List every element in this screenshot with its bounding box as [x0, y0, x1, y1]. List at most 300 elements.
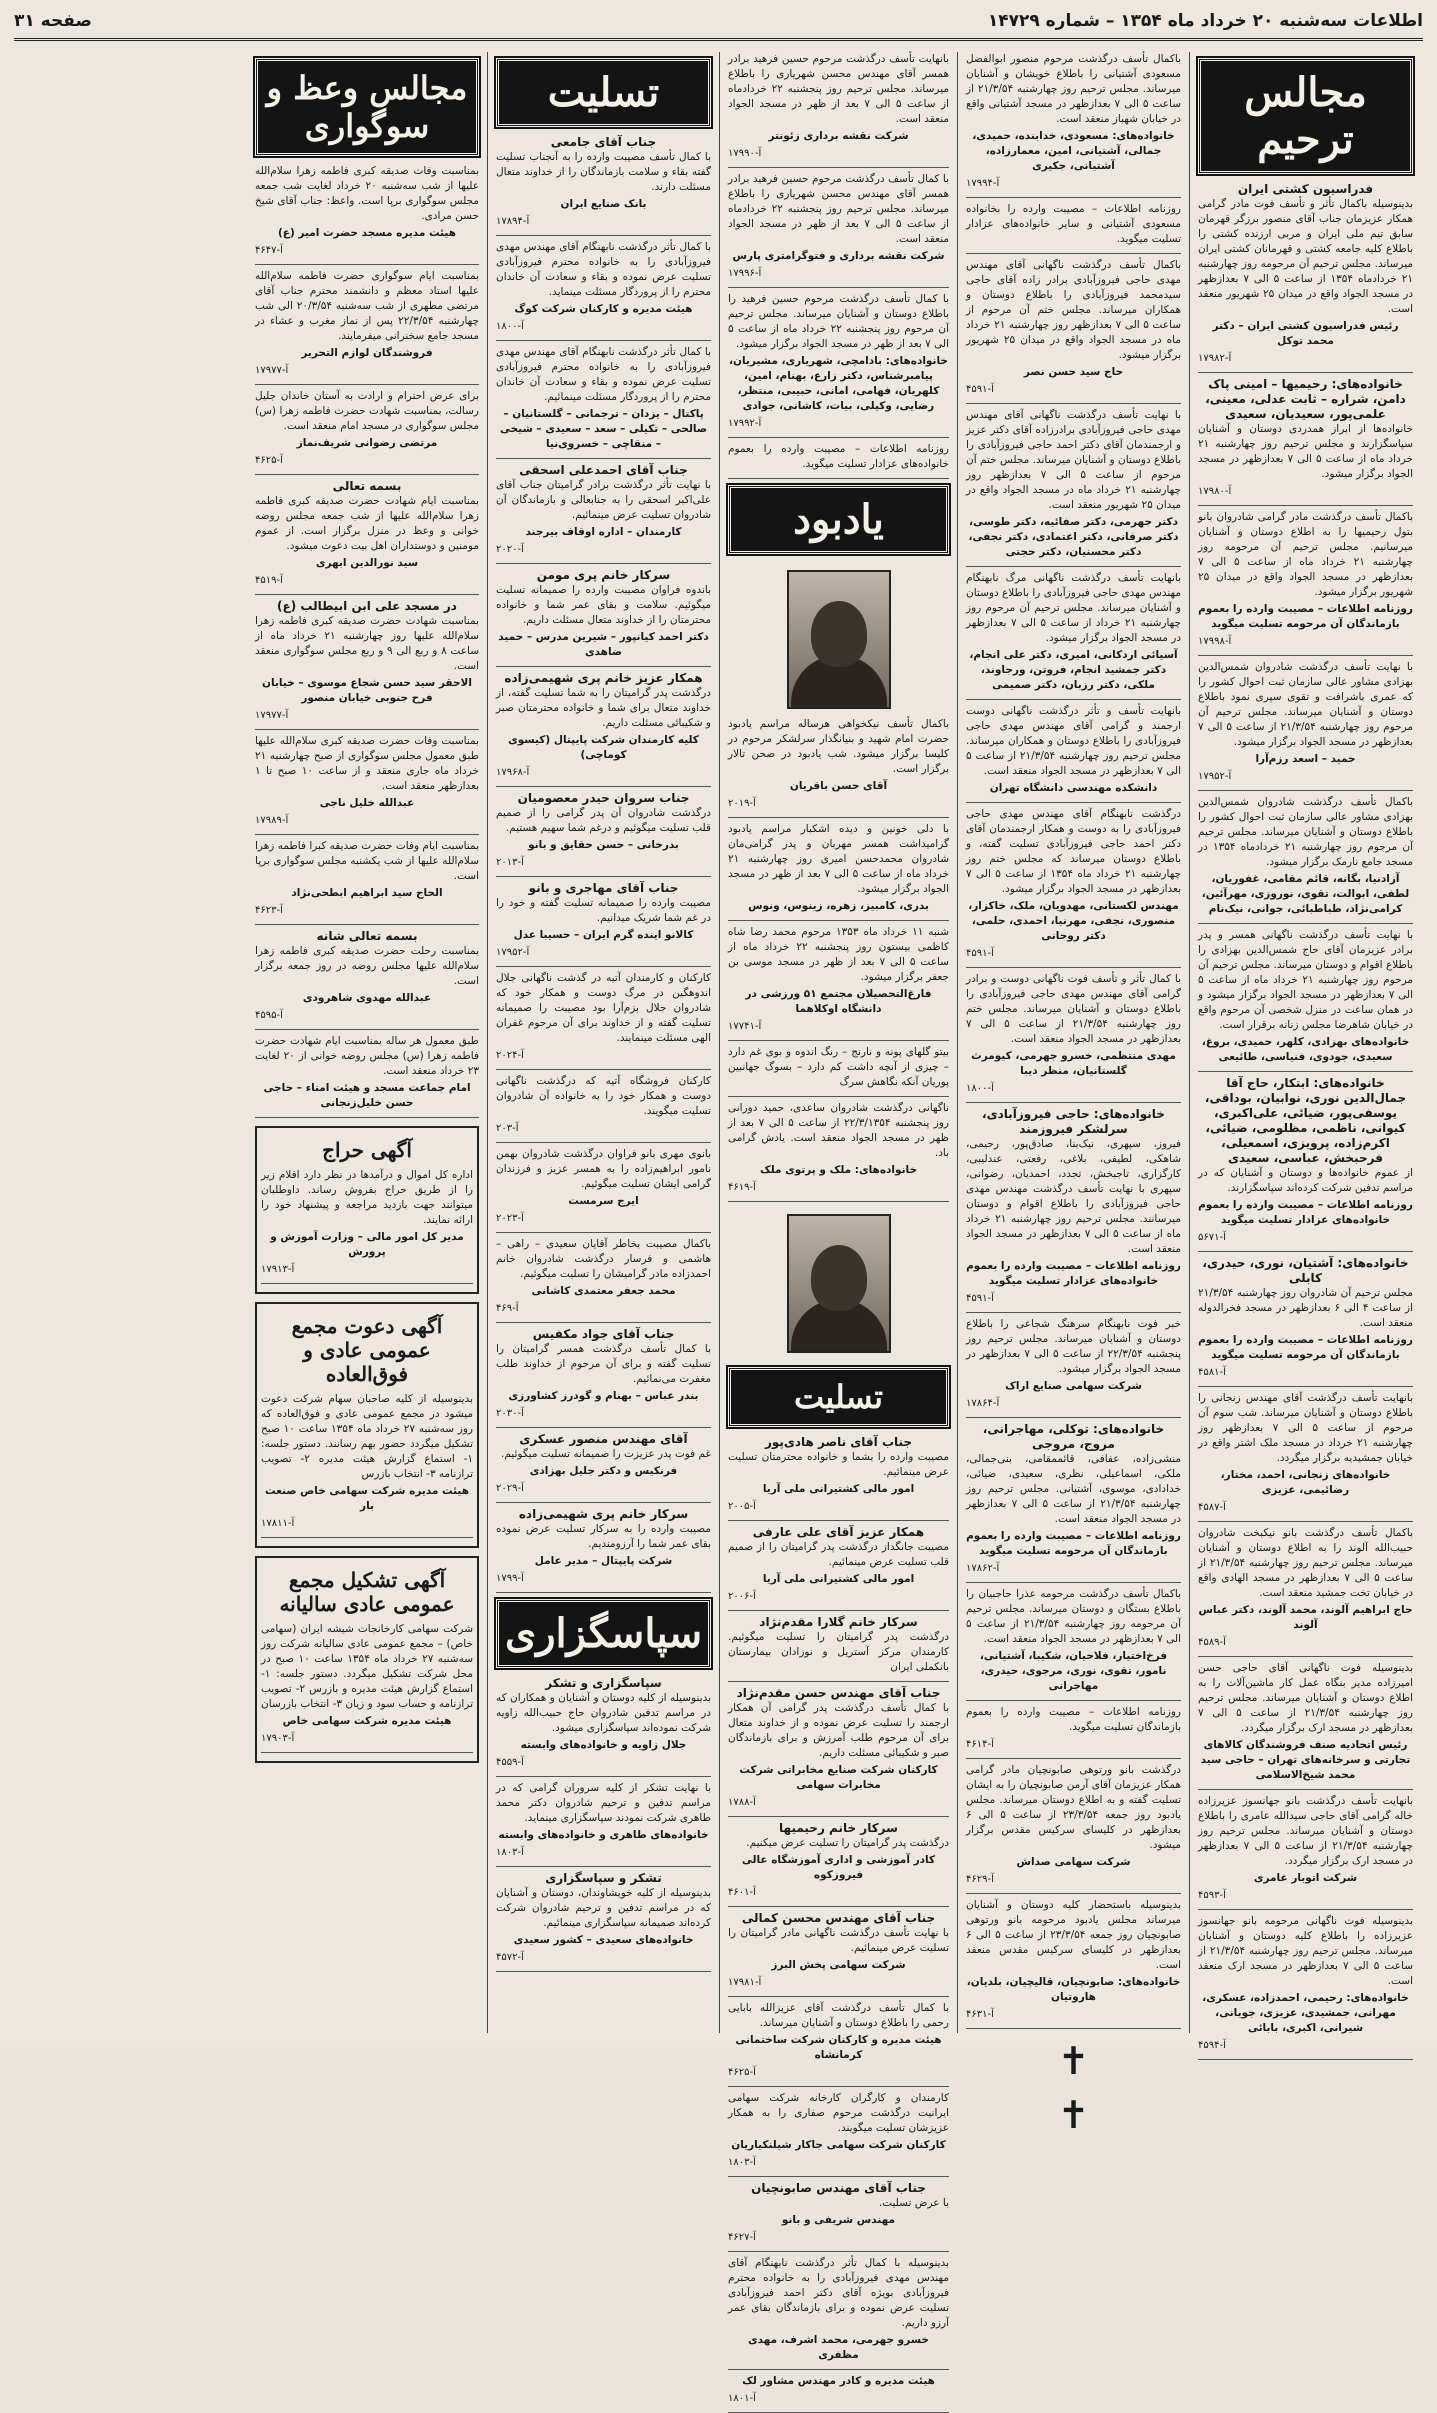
notice-body: با کمال تأثر درگذشت نابهنگام آقای مهندس مهدی فیروزآبادی را به خانواده محترم فیروزآبادی تسلیت عرض نموده و بقاء و سعادت آن خاندان محترم را از پروردگار مسئلت مینماید.	[496, 241, 711, 298]
notice-body: باکمال تأسف درگذشت مادر گرامی شادروان بانو بتول رحیمیها را به اطلاع دوستان و آشنایان میرسانیم. مجلس ترحیم آن مرحومه روز چهارشنبه ۲۱ خرداد ماه از ساعت ۵ الی ۷ بعدازظهر در مسجد الجواد واقع در میدان ۲۵ شهریور برگزار میشود.	[1198, 511, 1413, 598]
ad-title-majma-1: آگهی دعوت مجمع عمومی عادی و فوق‌العاده	[291, 1314, 443, 1386]
columns	[16, 52, 1421, 2404]
notice-item	[966, 258, 1181, 397]
notice-code: آ-۱۷۹۵۲	[496, 947, 530, 958]
notice-item	[1198, 1661, 1413, 1783]
notice-item	[496, 1237, 711, 1316]
notice-code: آ-۱۷۸۱۱	[261, 1518, 295, 1529]
divider	[1198, 1909, 1413, 1910]
notice-body: با کمال تأثر درگذشت نابهنگام آقای مهندس مهدی فیروزآبادی را به خانواده محترم فیروزآبادی تسلیت عرض نموده و بقاء و سعادت آن خاندان محترم را از پروردگار مسئلت مینمائیم.	[496, 346, 711, 403]
notice-item	[1198, 510, 1413, 649]
notice-item	[496, 1781, 711, 1860]
notice-signature: مهندس لکستانی، مهدویان، ملک، خاکزار، منصوری، نجفی، مهرنیا، احمدی، حلمی، دکتر روحانی	[968, 900, 1179, 942]
divider	[1198, 1071, 1413, 1072]
divider	[966, 403, 1181, 404]
notice-code: آ-۴۵۹۴	[1198, 2040, 1226, 2051]
divider	[255, 264, 479, 265]
notice-body: با دلی خونین و دیده اشکبار مراسم یادبود گرامیداشت همسر مهربان و پدر گرامی‌مان شادروان محمدحسن امیری روز چهارشنبه ۲۱ خرداد ماه از ساعت ۵ الی ۷ بعد از ظهر در مسجد الجواد برگزار میشود.	[728, 823, 949, 895]
divider	[728, 1096, 949, 1097]
notice-item	[728, 1101, 949, 1195]
notice-title: جناب آقای مهاجری و بانو	[528, 881, 679, 895]
notice-item	[496, 1327, 711, 1421]
notice-title: خانواده‌های: ابتکار، حاج آقا جمال‌الدین نوری، نوابیان، بوداقی، یوسفی‌پور، ضیائی، علی‌اکبری، کیوانی، ناظمی، مظلومی، ضیائی، اکرم‌زاده، پرویزی، اسمعیلی، فرحبخش، عباسی، سعیدی	[1204, 1076, 1407, 1165]
notice-body: با کمال تأسف درگذشت مرحوم حسین فرهید را باطلاع دوستان و آشنایان میرساند. مجلس ترحیم آن مرحوم روز پنجشنبه ۲۲ خرداد ماه از ساعت ۵ الی ۷ بعد از ظهر در مسجد الجواد برگزار میشود.	[728, 293, 949, 350]
ad-haraj	[255, 1126, 479, 1294]
notice-item	[1198, 928, 1413, 1065]
divider	[728, 1040, 949, 1041]
divider	[255, 729, 479, 730]
divider	[728, 1816, 949, 1817]
notice-code: آ-۴۶۲۷	[728, 2232, 756, 2243]
notice-signature: حمید – اسعد رزم‌آرا	[1255, 753, 1356, 765]
notice-code: آ-۲۰۱۳	[496, 857, 524, 868]
notice-item	[966, 1705, 1181, 1752]
notice-item	[1198, 1914, 1413, 2053]
notice-item	[728, 1911, 949, 1990]
notice-body: روزنامه اطلاعات – مصیبت وارده را بعموم خانواده‌های عزادار تسلیت میگوید.	[728, 443, 949, 470]
notice-body: با نهایت تشکر از کلیه سروران گرامی که در مراسم تدفین و ترحیم شادروان دکتر محمد طاهری شرکت نمودند سپاسگزاری مینماید.	[496, 1782, 711, 1824]
notice-signature: مهدی منتظمی، خسرو جهرمی، کیومرث گلستانیان، منظر دیبا	[971, 1050, 1176, 1077]
notice-title: جناب سروان حیدر معصومیان	[517, 791, 690, 805]
column-3	[719, 52, 957, 2404]
notice-body: کارکنان و کارمندان آتیه در گذشت ناگهانی جلال اندوهگین در مرگ دوست و همکار خود که شادروان جلال بزم‌آرا بود مصیبت را صمیمانه تسلیت گفته و از خداوند برای آن مرحوم غفران الهی مسئلت مینمایند.	[496, 972, 711, 1044]
notice-signature: روزنامه اطلاعات – مصیبت وارده را بعموم بازماندگان آن مرحومه تسلیت میگوید	[1198, 1334, 1413, 1361]
notice-body: با کمال تأسف درگذشت مرحوم حسین فرهید برادر همسر آقای مهندس محسن شهریاری را باطلاع میرساند. مجلس ترحیم روز پنجشنبه ۲۲ خردادماه از ساعت ۵ الی ۷ بعد از ظهر در مسجد الجواد منعقد است.	[728, 173, 949, 245]
notice-code: آ-۵۶۷۱	[1198, 1232, 1226, 1243]
divider	[1198, 505, 1413, 506]
column-2	[957, 52, 1189, 2137]
divider	[966, 1758, 1181, 1759]
notice-body: بمناسبت وفات حضرت صدیقه کبری سلام‌الله علیها طبق معمول مجلس سوگواری از صبح چهارشنبه ۲۱ خرداد ماه جاری منعقد و از ساعت ۱۰ صبح تا ۱ بعدازظهر منعقد است.	[255, 735, 479, 792]
divider	[728, 437, 949, 438]
divider	[496, 1232, 711, 1233]
notice-body: روزنامه اطلاعات – مصیبت وارده را بعموم بازماندگان تسلیت میگوید.	[966, 1706, 1181, 1733]
notice-code: آ-۱۸۰۳	[496, 1847, 524, 1858]
notice-body: بدینوسیله فوت ناگهانی مرحومه بانو جهانسوز عزیرزاده را باطلاع کلیه دوستان و آشنایان میرساند. مجلس ترحیم روز چهارشنبه ۲۱/۳/۵۴ از ساعت ۵ الی ۷ بعدازظهر در مسجد ارک منعقد است.	[1198, 1915, 1414, 1987]
notice-body: بانوی مهری بانو فراوان درگذشت شادروان بهمن نامور ابراهیم‌زاده را به همسر عزیز و فرزندان گرامی ایشان تسلیت میگوئیم.	[496, 1148, 711, 1190]
notice-body: کارمندان و کارگران کارخانه شرکت سهامی ایرانیت درگذشت مرحوم صفاری را به همکار عزیزشان تسلیت میگویند.	[728, 2092, 949, 2134]
notice-item	[966, 972, 1181, 1096]
notice-code: آ-۱۷۹۶۸	[496, 767, 530, 778]
notice-body: درگذشت نابهنگام آقای مهندس مهدی حاجی فیروزآبادی را به دوست و همکار ارجمندمان آقای دکتر احمد حاجی فیروزآبادی تسلیت گفته، و باطلاع دوستان میرساند که مجلس ختم روز چهارشنبه ۲۱ خرداد ماه ۱۳۵۴ از ساعت ۵ الی ۷ بعدازظهر در مسجد الجواد برگزار میشود.	[966, 808, 1182, 895]
notice-code: آ-۴۵۸۹	[1198, 1637, 1226, 1648]
notice-signature: پاکتال – یزدان – ترجمانی – گلستانیان – صالحی – تکیلی – سعد – سعیدی – شیخی – منقاچی – خسروی‌نیا	[499, 408, 708, 450]
notice-body: بدینوسیله از کلیه خویشاوندان، دوستان و آشنایان که در مراسم تدفین و ترحیم شادروان شرکت کرده‌اند صمیمانه سپاسگزاری مینمائیم.	[496, 1887, 711, 1929]
notice-signature: عبدالله خلیل ناجی	[319, 797, 415, 809]
notice-body: مصیبت وارده را صمیمانه تسلیت گفته و خود را در غم شما شریک میدانیم.	[496, 897, 711, 924]
notices-col4a	[496, 135, 711, 1593]
notice-item	[728, 2181, 949, 2245]
notice-signature: هیئت مدیره و کارکنان شرکت کوگ	[514, 303, 693, 315]
notice-body: بمناسبت ایام شهادت حضرت صدیقه کبری فاطمه زهرا سلام‌الله علیها از شب جمعه مجلس روضه خوانی و وعظ در منزل برگزار است. از عموم مومنین و دوستداران اهل بیت دعوت میشود.	[255, 495, 479, 552]
notice-body: بمناسبت ایام سوگواری حضرت فاطمه سلام‌الله علیها استاد معظم و دانشمند محترم جناب آقای مرتضی مطهری از شب سه‌شنبه ۲۰/۳/۵۴ الی شب چهارشنبه ۲۲/۳/۵۴ پس از نماز مغرب و عشاء در مسجد جامع سخنرانی میفرمایند.	[255, 270, 480, 342]
notice-code: آ-۴۶۱۴	[966, 1739, 994, 1750]
notices-col5b	[261, 1168, 473, 1284]
notice-body: با نهایت تأسف درگذشت ناگهانی همسر و پدر برادر عزیزمان آقای حاج شمس‌الدین بهزادی را باطلاع اقوام و دوستان میرساند. مجلس ترحیم آن مرحوم روز چهارشنبه ۲۱ خرداد ماه از ساعت ۵ الی ۷ بعدازظهر در مسجد الجواد برگزار میشود و در همان ساعت در منزل شخصی آن مرحوم واقع در خیابان شاهرضا مجلس زنانه برقرار است.	[1198, 929, 1413, 1031]
notice-signature: هیئت مدیره شرکت سهامی خاص صنعت بار	[265, 1485, 469, 1512]
notice-item	[966, 704, 1181, 796]
notice-item	[496, 240, 711, 334]
notice-signature: شرکت نقشه برداری زئونتر	[768, 130, 909, 142]
divider	[966, 1700, 1181, 1701]
notice-signature: بدرخانی – حسن حقایق و بانو	[528, 839, 679, 851]
notice-signature: کارکنان شرکت صنایع مخابراتی شرکت مخابرات سهامی	[739, 1764, 938, 1791]
notice-code: آ-۲۰۲۳	[496, 1213, 524, 1224]
notice-body: خانواده‌ها از ابراز همدردی دوستان و آشنایان سپاسگزارند و مجلس ترحیم روز چهارشنبه ۲۱ خرداد ماه از ساعت ۵ الی ۷ بعدازظهر در مسجد الجواد برگزار میشود.	[1198, 423, 1413, 480]
notice-item	[261, 1392, 473, 1531]
notices-col3a	[728, 52, 949, 479]
notice-signature: جلال زاویه و خانواده‌های وابسته	[520, 1739, 687, 1751]
notice-code: آ-۱۷۹۹۴	[966, 178, 1000, 189]
notice-item	[496, 971, 711, 1063]
section-header-vaz: مجالس وعظ و سوگواری	[255, 58, 479, 156]
notice-body: درگذشت شادروان آن پدر گرامی را از صمیم قلب تسلیت میگوئیم و درغم شما سهیم هستیم.	[496, 807, 711, 834]
divider	[261, 1537, 473, 1538]
notice-signature: هیئت مدیره و کارکنان شرکت ساختمانی کرمانشاه	[735, 2034, 942, 2061]
notice-item	[728, 717, 949, 811]
notice-item	[1198, 795, 1413, 917]
notice-body: بیتو گلهای پونه و نارنج – رنگ اندوه و بوی غم دارد – چیزی از آنچه داشت کم دارد – بسوگ جهانبین پوریان آنکه نگاهش سرگ	[728, 1046, 949, 1088]
divider	[496, 666, 711, 667]
notice-item	[496, 671, 711, 780]
notice-signature: کارکنان شرکت سهامی جاکار شیلنکیاریان	[731, 2139, 946, 2151]
divider	[255, 924, 479, 925]
notice-code: آ-۴۵۹۱	[966, 384, 994, 395]
notice-item	[1198, 1391, 1413, 1515]
notice-body: با نهایت تأسف درگذشت شادروان شمس‌الدین بهزادی مشاور عالی سازمان ثبت احوال کشور را که عمری باشرافت و تقوی سپری نمود باطلاع دوستان و آشنایان میرساند. مجلس ترحیم آن مرحوم روز چهارشنبه ۲۱/۳/۵۴ از ساعت ۵ الی ۷ بعدازظهر در مسجد الجواد برگزار میشود.	[1198, 661, 1413, 748]
divider	[1198, 655, 1413, 656]
notice-body: با نهایت تأسف درگذشت ناگهانی مادر گرامیتان را تسلیت عرض مینمائیم.	[728, 1927, 949, 1954]
notice-body: از عموم خانواده‌ها و دوستان و آشنایان که در مراسم تدفین شرکت کرده‌اند سپاسگزارند.	[1198, 1167, 1413, 1194]
divider	[728, 2176, 949, 2177]
notice-signature: شرکت سهامی صنایع اراک	[1005, 1380, 1142, 1392]
divider	[255, 474, 479, 475]
notice-body: روزنامه اطلاعات – مصیبت وارده را بخانواده مسعودی آشتیانی و سایر خانواده‌های عزادار تسلیت میگوید.	[966, 203, 1181, 245]
notice-body: بدینوسیله از کلیه دوستان و آشنایان و همکاران که در مراسم تدفین شادروان حاج حبیب‌الله زاویه شرکت نموده‌اند سپاسگزاری میشود.	[496, 1692, 711, 1734]
notice-signature: الاحقر سید حسن شجاع موسوی – خیابان فرح جنوبی خیابان منصور	[262, 677, 472, 704]
notice-item	[255, 389, 479, 468]
notice-code: آ-۴۵۹۱	[966, 1293, 994, 1304]
notice-body: بدینوسیله با کمال تأثر درگذشت نابهنگام آقای مهندس مهدی فیروزآبادی را به خانواده محترم فیروزآبادی بویژه آقای دکتر احمد فیروزآبادی تسلیت عرض نموده و برای بازماندگان بقای عمر آرزو داریم.	[728, 2257, 949, 2329]
page-number: صفحه ۳۱	[14, 11, 92, 31]
column-vaz	[247, 52, 487, 2033]
notice-code: آ-۴۶۱۹	[728, 1182, 756, 1193]
notice-item	[1198, 1076, 1413, 1245]
notice-title: جناب آقای جامعی	[550, 135, 657, 149]
notice-signature: رئیس فدراسیون کشتی ایران – دکتر محمد توکل	[1212, 320, 1399, 347]
divider	[496, 235, 711, 236]
notice-signature: کارمندان – اداره اوقاف بیرجند	[525, 526, 682, 538]
notice-signature: روزنامه اطلاعات – مصیبت وارده را بعموم خانواده‌های عزادار تسلیت میگوید	[966, 1260, 1181, 1287]
notice-code: آ-۴۶۲۳	[255, 905, 283, 916]
notice-signature: خانواده‌های زنجانی، احمد، مختار، رضائیمی، عزیزی	[1220, 1469, 1391, 1496]
notice-code: آ-۴۶۲۵	[255, 455, 283, 466]
notice-code: آ-۱۷۸۶۴	[966, 1398, 1000, 1409]
notice-title: سرکار خانم رحیمیها	[779, 1821, 898, 1835]
notice-code: آ-۱۷۹۸۲	[1198, 353, 1232, 364]
notice-item	[261, 1168, 473, 1277]
notice-signature: خانواده‌های: ملک و پرتوی ملک	[759, 1164, 918, 1176]
notice-signature: بانک صنایع ایران	[560, 198, 647, 210]
divider	[255, 834, 479, 835]
notice-code: آ-۴۶۴۷	[255, 245, 283, 256]
notice-signature: خانواده‌های سعیدی – کشور سعیدی	[513, 1934, 694, 1946]
notice-signature: روزنامه اطلاعات – مصیبت وارده را بعموم بازماندگان آن مرحومه تسلیت میگوید	[1198, 603, 1413, 630]
notice-item	[261, 1622, 473, 1746]
notice-body: بمناسبت وفات صدیقه کبری فاطمه زهرا سلام‌الله علیها از شب سه‌شنبه ۲۰ خرداد لغایت شب جمعه مجلس سوگواری برپا است. واعظ: جناب آقای شیخ حسن مرادی.	[255, 165, 479, 222]
notice-code: آ-۱۷۹۰۳	[261, 1733, 295, 1744]
divider	[496, 340, 711, 341]
notice-item	[966, 1763, 1181, 1887]
notice-item	[966, 408, 1181, 560]
notice-item	[1198, 182, 1413, 366]
notice-code: آ-۱۸۰۰	[496, 321, 524, 332]
notice-body: باکمال مصیبت بخاطر آقایان سعیدی – راهی – هاشمی و فرسار درگذشت شادروان خانم احمدزاده مادر گرامیشان را تسلیت میگوئیم.	[496, 1238, 711, 1280]
notice-item	[496, 1074, 711, 1136]
divider	[1198, 2059, 1413, 2060]
notice-title: سپاسگزاری و تشکر	[545, 1676, 662, 1690]
notice-code: آ-۴۶۰۱	[728, 1887, 756, 1898]
notice-signature: محمد جعفر معتمدی کاشانی	[531, 1285, 676, 1297]
notice-title: جناب آقای ناصر هادی‌پور	[764, 1435, 913, 1449]
notice-code: آ-۱۷۸۹۴	[496, 216, 530, 227]
notices-col3b	[728, 717, 949, 1202]
notice-signature: روزنامه اطلاعات – مصیبت وارده را بعموم خانواده‌های عزادار تسلیت میگوید	[1198, 1199, 1413, 1226]
notice-body: با کمال تأسف درگذشت پدر گرامی آن همکار ارجمند را تسلیت عرض نموده و از خداوند متعال برای آن مرحوم طلب آمرزش و برای بازماندگان صبر و شکیبائی مسئلت داریم.	[728, 1702, 949, 1759]
section-header-tasliat-2: تسلیت	[728, 1367, 949, 1427]
notice-title: خانواده‌های: رحیمیها – امینی پاک دامن، شراره – ثابت عدلی، معینی، علمی‌پور، سعیدیان، سعیدی	[1205, 377, 1406, 421]
notice-body: بمناسبت شهادت حضرت صدیقه کبری فاطمه زهرا سلام‌الله علیها روز چهارشنبه ۲۱ خرداد ماه از ساعت ۸ و ربع الی ۹ و ربع مجلس سوگواری منعقد است.	[255, 615, 479, 672]
divider	[1198, 1521, 1413, 1522]
notice-body: مصیبت جانگداز درگذشت پدر گرامیتان را از صمیم قلب تسلیت عرض مینمائیم.	[728, 1541, 949, 1568]
notices-col3c	[728, 1435, 949, 2413]
notice-code: آ-۴۶۹	[496, 1303, 519, 1314]
notice-body: بدینوسیله فوت ناگهانی آقای حاجی حسن امیرزاده مدیر بنگاه عمل کار ماشین‌آلات را به اطلاع دوستان و آشنایان میرساند. مجلس ترحیم روز چهارشنبه ۲۱/۳/۵۴ از ساعت ۵ الی ۷ بعدازظهر در مسجد ارک برگزار میگردد.	[1198, 1662, 1413, 1734]
notice-item	[255, 269, 479, 378]
notice-item	[255, 734, 479, 828]
notice-body: با کمال تأثر و تأسف فوت ناگهانی دوست و برادر گرامی آقای مهندس مهدی حاجی فیروزآبادی را باطلاع دوستان و آشنایان میرساند. مجلس ختم روز چهارشنبه ۲۱/۳/۵۴ از ساعت ۵ الی ۷ بعدازظهر در مسجد الجواد منعقد است.	[966, 973, 1181, 1045]
notice-signature: رئیس اتحادیه صنف فروشندگان کالاهای تجارتی و سرخانه‌های تهران – حاجی سید محمد شیخ‌الاسلامی	[1200, 1739, 1411, 1781]
notice-code: آ-۱۷۸۶۲	[966, 1563, 1000, 1574]
notice-signature: مهندس شریفی و بانو	[781, 2214, 896, 2226]
notice-code: آ-۱۷۹۸۹	[255, 815, 289, 826]
notice-signature: خانواده‌های بهزادی، کلهر، حمیدی، بروغ، سعیدی، جودوی، فنیاسی، طائیعی	[1201, 1036, 1410, 1063]
notice-item	[966, 571, 1181, 693]
divider	[728, 167, 949, 168]
notice-code: آ-۱۷۹۵۲	[1198, 771, 1232, 782]
notice-item	[1198, 660, 1413, 784]
divider	[728, 920, 949, 921]
issue-info: اطلاعات سه‌شنبه ۲۰ خرداد ماه ۱۳۵۴ – شماره ۱۴۷۲۹	[987, 11, 1423, 31]
divider	[966, 699, 1181, 700]
divider	[496, 966, 711, 967]
notice-signature: دکتر احمد کیانپور – شیرین مدرس – حمید ضاهدی	[498, 631, 709, 658]
notice-item	[728, 1615, 949, 1675]
notice-body: بدینوسیله از کلیه صاحبان سهام شرکت دعوت میشود در مجمع عمومی عادی و فوق‌العاده که روز سه‌شنبه ۲۷ خرداد ماه ۱۳۵۴ ساعت ۱۰ صبح تشکیل میگردد حضور بهم رسانند. دستور جلسه: ۱- استماع گزارش هیئت مدیره ۲- تصویب ترازنامه ۳- انتخاب بازرس	[261, 1393, 474, 1480]
notice-body: فیروز، سپهری، نیک‌بنا، صادق‌پور، رحیمی، شاهکی، لطیفی، بلاغی، رفعتی، عندلیبی، کارگزاری، تاجبخش، تجدد، احمدیان، رضوانی، سپهری با نهایت تأسف درگذشت مهندس مهدی حاجی فیروزآبادی را باطلاع اقوام و دوستان میرسانند. مجلس ترحیم روز چهارشنبه ۲۱ خرداد ماه از ساعت ۵ الی ۷ بعدازظهر در مسجد الجواد منعقد است.	[966, 1138, 1181, 1255]
notice-signature: هیئت مدیره شرکت سهامی خاص	[282, 1715, 452, 1727]
page-header	[14, 4, 1423, 41]
notice-code: آ-۲۰۲۹	[496, 1483, 524, 1494]
notice-code: آ-۲۰۱۹	[728, 798, 756, 809]
divider	[496, 1592, 711, 1593]
cross-icon: ✝	[1057, 2039, 1090, 2083]
notice-signature: خانواده‌های: بادامچی، شهریاری، مشیریان، پیامبرشناس، دکتر زارع، بهنام، امین، کلهریان، فهامی، امانی، حبیبی، منتظر، رضایی، وکیلی، بیات، کاشانی، جوادی	[729, 355, 948, 412]
divider	[966, 1582, 1181, 1583]
notice-signature: شرکت نقشه برداری و فتوگرامتری پارس	[732, 250, 945, 262]
divider	[728, 287, 949, 288]
notice-signature: شرکت سهامی پخش البرز	[771, 1959, 906, 1971]
notice-body: کارکنان فروشگاه آتیه که درگذشت ناگهانی دوست و همکار خود را به خانواده آن شادروان تسلیت میگویند.	[496, 1075, 711, 1117]
ad-majma-1	[255, 1302, 479, 1548]
divider	[728, 1201, 949, 1202]
notice-item	[728, 1686, 949, 1810]
divider	[728, 1996, 949, 1997]
notice-body: بانهایت تأسف درگذشت بانو جهانسوز عزیرزاده خاله گرامی آقای حاجی سیدالله عامری را باطلاع دوستان و آشنایان میرساند. مجلس ترحیم روز چهارشنبه ۲۱/۳/۵۴ از ساعت ۵ الی ۷ بعدازظهر در مسجد ارک برگزار میگردد.	[1198, 1795, 1414, 1867]
section-header-tarhim: مجالس ترحیم	[1198, 58, 1413, 174]
notice-signature: آزادنیا، بگانه، قائم مقامی، غفوریان، لطفی، ابوالت، تقوی، نوروزی، مهرآئین، کرامی‌نژاد، طباطبائی، جوانی، نیک‌نام	[1201, 873, 1410, 915]
divider	[966, 1893, 1181, 1894]
notice-item	[966, 1422, 1181, 1576]
notice-signature: فرخ‌اختیار، فلاحیان، شکیبا، آشتیانی، نامور، تقوی، نوری، مرجوی، حیدری، مهاجرانی	[979, 1650, 1168, 1692]
notice-code: آ-۱۷۹۹	[496, 1573, 524, 1584]
notice-signature: خانواده‌های: مسعودی، خدابنده، حمیدی، جمالی، آشتیانی، امین، معمارزاده، آشتیانی، جکیری	[972, 130, 1175, 172]
notice-signature: عبدالله مهدوی شاهرودی	[302, 992, 432, 1004]
notice-code: آ-۴۵۹۵	[255, 1010, 283, 1021]
notice-title: فدراسیون کشتی ایران	[1237, 182, 1374, 196]
notice-body: منشی‌زاده، عفافی، قائممقامی، بنی‌جمالی، ملکی، اسماعیلی، نظری، سعیدی، ضیائی، خدادادی، موسوی، آشتیانی. مجلس ترحیم روز چهارشنبه ۲۱/۳/۵۴ از ساعت ۵ الی ۷ بعدازظهر در مسجد الجواد منعقد است.	[966, 1453, 1182, 1525]
notice-title: جناب آقای احمدعلی اسحقی	[519, 463, 688, 477]
notice-item	[966, 1898, 1181, 2022]
divider	[966, 802, 1181, 803]
notice-title: آقای مهندس منصور عسکری	[519, 1432, 688, 1446]
divider	[966, 2028, 1181, 2029]
section-header-tasliat: تسلیت	[496, 58, 711, 127]
notice-signature: خانواده‌های: صابونچیان، قالیچیان، بلدیان، هاروتیان	[966, 1976, 1181, 2003]
notice-item	[728, 442, 949, 472]
notice-signature: کالانو اینده گرم ایران – حسیبا عدل	[513, 929, 694, 941]
notice-item	[728, 172, 949, 281]
notice-item	[728, 52, 949, 161]
portrait-photo	[728, 562, 949, 717]
notice-title: بسمه تعالی	[332, 479, 402, 493]
notice-body: ناگهانی درگذشت شادروان ساعدی، حمید دورانی روز پنجشنبه ۲۲/۳/۱۳۵۴ از ساعت ۵ الی ۷ بعد از ظهر در مسجد الجواد منعقد است. یادش گرامی باد.	[728, 1102, 949, 1159]
notice-title: سرکار خانم پری مومن	[536, 568, 671, 582]
notice-item	[966, 1317, 1181, 1411]
notice-title: بسمه تعالی شانه	[316, 929, 418, 943]
notice-signature: امور مالی کشتیرانی ملی آریا	[762, 1573, 915, 1585]
divider	[496, 1866, 711, 1867]
notice-title: جناب آقای مهندس محسن کمالی	[741, 1911, 936, 1925]
notice-item	[1198, 1794, 1413, 1903]
divider	[728, 817, 949, 818]
notice-code: آ-۱۷۹۸۱	[728, 1977, 762, 1988]
notice-body: برای عرض احترام و ارادت به آستان خاندان جلیل رسالت، بمناسبت شهادت حضرت فاطمه زهرا (س) مجلس سوگواری در مسجد امام منعقد است.	[255, 390, 479, 432]
divider	[496, 1322, 711, 1323]
notice-signature: دکتر جهرمی، دکتر صفائیه، دکتر طوسی، دکتر صرفانی، دکتر اعتمادی، دکتر نجفی، دکتر محسنیان، دکتر حجتی	[968, 516, 1179, 558]
notice-body: بمناسبت ایام وفات حضرت صدیقه کبرا فاطمه زهرا سلام‌الله علیها از شب یکشنبه مجلس سوگواری برپا است.	[255, 840, 479, 882]
notice-item	[728, 1435, 949, 1514]
notice-signature: هیئت مدیره مسجد حضرت امیر (ع)	[278, 227, 456, 239]
notice-code: آ-۲۰۳۰	[496, 1408, 524, 1419]
divider	[728, 2251, 949, 2252]
section-header-yadbood: یادبود	[728, 485, 949, 554]
notice-item	[496, 568, 711, 660]
notice-item	[496, 1147, 711, 1226]
notices-col1	[1198, 182, 1413, 2060]
notice-signature: روزنامه اطلاعات – مصیبت وارده را بعموم بازماندگان آن مرحومه تسلیت میگوید	[966, 1530, 1181, 1557]
divider	[255, 594, 479, 595]
notice-code: آ-۱۷۹۷۷	[255, 710, 289, 721]
notice-title: جناب آقای جواد مکفیس	[532, 1327, 675, 1341]
notice-body: درگذشت پدر گرامیتان را تسلیت عرض میکنیم.	[746, 1837, 949, 1849]
divider	[496, 1971, 711, 1972]
divider	[255, 1117, 479, 1118]
section-header-sepas: سپاسگزاری	[496, 1599, 711, 1668]
notice-body: بدینوسیله باستحضار کلیه دوستان و آشنایان میرساند مجلس یادبود مرحومه بانو ورتوهی صابونچیان روز جمعه ۲۳/۳/۵۴ از ساعت ۵ الی ۶ بعدازظهر در کلیسای سرکیس مقدس منعقد است.	[966, 1899, 1182, 1971]
notice-body: درگذشت پدر گرامیتان را تسلیت میگوئیم. کارمندان مرکز آستریل و نوزادان بیمارستان بانکملی ایران	[728, 1631, 949, 1673]
notice-signature: آسیائی اردکانی، امیری، دکتر علی انجام، دکتر جمشید انجام، فروتن، ورجاوند، ملکی، دکتر رزبان، دکتر صمیمی	[969, 649, 1178, 691]
notice-item	[728, 1045, 949, 1090]
divider	[496, 1142, 711, 1143]
notice-item	[496, 463, 711, 557]
notice-signature: حاج سید حسن نصر	[1023, 366, 1124, 378]
notice-body: باکمال تأسف درگذشت بانو نیکبخت شادروان حبیب‌الله آلوند را به اطلاع دوستان و آشنایان میرساند. مجلس ترحیم روز چهارشنبه ۲۱/۳/۵۴ از ساعت ۵ الی ۷ بعدازظهر در مسجد الهادی واقع در خیابان تخت جمشید منعقد است.	[1198, 1527, 1414, 1599]
column-tarhim	[1189, 52, 1421, 2051]
divider	[966, 566, 1181, 567]
notice-item	[728, 1525, 949, 1604]
divider	[1198, 790, 1413, 791]
notice-code: آ-۱۷۸۸	[728, 1797, 756, 1808]
notice-item	[496, 1507, 711, 1586]
notice-body: بانهایت تأسف درگذشت ناگهانی مرگ نابهنگام مهندس مهدی حاجی فیروزآبادی را باطلاع دوستان و آشنایان میرساند. مجلس ترحیم آن مرحوم روز چهارشنبه ۲۱ خرداد از ساعت ۵ الی ۷ بعدازظهر در مسجد الجواد برگزار میشود.	[966, 572, 1182, 644]
notice-signature: الحاج سید ابراهیم ابطحی‌نژاد	[291, 887, 443, 899]
divider	[1198, 923, 1413, 924]
notice-code: آ-۲۰۲۰	[496, 544, 524, 555]
notice-body: غم فوت پدر عزیزت را صمیمانه تسلیت میگوئیم.	[501, 1448, 711, 1460]
divider	[966, 253, 1181, 254]
notice-item	[496, 1432, 711, 1496]
notice-code: آ-۲۰۰۶	[728, 1591, 756, 1602]
divider	[728, 1681, 949, 1682]
notice-item	[496, 791, 711, 870]
divider	[496, 876, 711, 877]
notice-signature: امام جماعت مسجد و هیئت امناء – حاجی حسن خلیل‌زنجانی	[263, 1082, 471, 1109]
notice-signature: فروشندگان لوازم التحریر	[301, 347, 433, 359]
notice-title: تشکر و سپاسگزاری	[545, 1871, 662, 1885]
divider	[1198, 372, 1413, 373]
divider	[728, 2369, 949, 2370]
notice-signature: شرکت سهامی صداش	[1016, 1856, 1131, 1868]
notice-item	[728, 822, 949, 914]
notice-code: آ-۴۶۲۹	[966, 1874, 994, 1885]
notice-code: آ-۱۷۹۹۰	[728, 148, 762, 159]
notice-code: آ-۱۷۹۹۲	[728, 418, 762, 429]
notice-code: آ-۲۰۰۵	[728, 1501, 756, 1512]
notice-body: باندوه فراوان مصیبت وارده را صمیمانه تسلیت میگوئیم. سلامت و بقای عمر شما و خانواده محترمتان را از خداوند متعال مسئلت داریم.	[496, 584, 711, 626]
divider	[728, 2086, 949, 2087]
divider	[496, 563, 711, 564]
notice-item	[728, 2256, 949, 2363]
notice-signature: شرکت اتوبار عامری	[1253, 1872, 1358, 1884]
notice-title: جناب آقای مهندس حسن مقدم‌نژاد	[736, 1686, 941, 1700]
divider	[496, 1776, 711, 1777]
notice-item	[496, 881, 711, 960]
notice-signature: شرکت پایپتال – مدیر عامل	[534, 1555, 673, 1567]
notice-signature: خسرو جهرمی، محمد اشرف، مهدی مظفری	[747, 2334, 929, 2361]
notice-item	[728, 925, 949, 1034]
divider	[728, 1520, 949, 1521]
